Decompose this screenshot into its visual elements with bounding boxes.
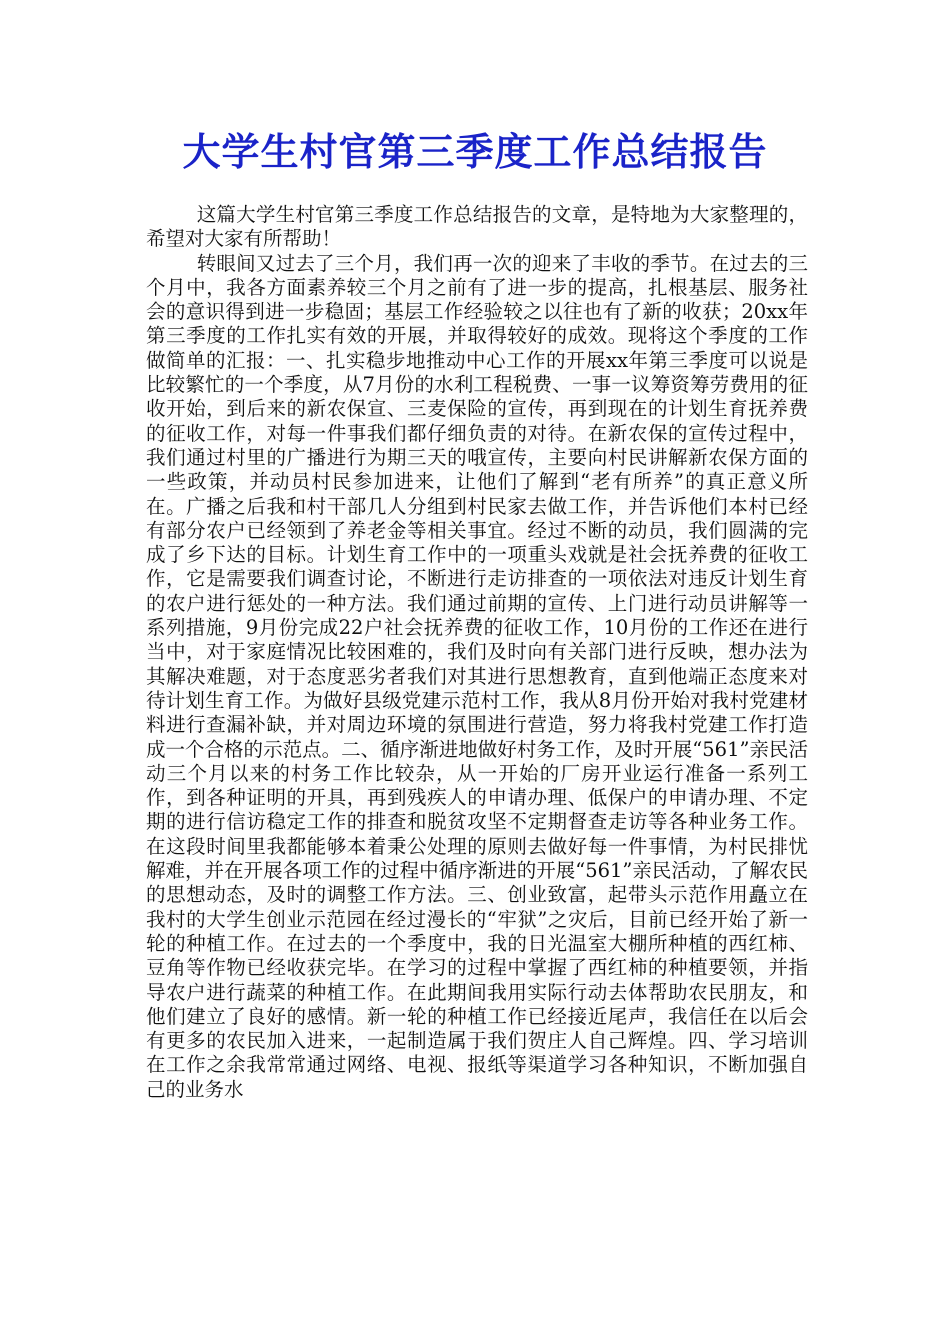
main-paragraph: 转眼间又过去了三个月，我们再一次的迎来了丰收的季节。在过去的三个月中，我各方面素养较三个月之前有了进一步的提高，扎根基层、服务社会的意识得到进一步稳固；基层工作经验较之以往也有了新的收获；20xx年第三季度的工作扎实有效的开展，并取得较好的成效。现将这个季度的工作做简单的汇报：一、扎实稳步地推动中心工作的开展xx年第三季度可以说是比较繁忙的一个季度，从7月份的水利工程税费、一事一议筹资筹劳费用的征收开始，到后来的新农保宣、三麦保险的宣传，再到现在的计划生育抚养费的征收工作，对每一件事我们都仔细负责的对待。在新农保的宣传过程中，我们通过村里的广播进行为期三天的哦宣传，主要向村民讲解新农保方面的一些政策，并动员村民参加进来，让他们了解到“老有所养”的真正意义所在。广播之后我和村干部几人分组到村民家去做工作，并告诉他们本村已经有部分农户已经领到了养老金等相关事宜。经过不断的动员，我们圆满的完成了乡下达的目标。计划生育工作中的一项重头戏就是社会抚养费的征收工作，它是需要我们调查讨论，不断进行走访排查的一项依法对违反计划生育的农户进行惩处的一种方法。我们通过前期的宣传、上门进行动员讲解等一系列措施，9月份完成22户社会抚养费的征收工作，10月份的工作还在进行当中，对于家庭情况比较困难的，我们及时向有关部门进行反映，想办法为其解决难题，对于态度恶劣者我们对其进行思想教育，直到他端正态度来对待计划生育工作。为做好县级党建示范村工作，我从8月份开始对我村党建材料进行查漏补缺，并对周边环境的氛围进行营造，努力将我村党建工作打造成一个合格的示范点。二、循序渐进地做好村务工作，及时开展“561”亲民活动三个月以来的村务工作比较杂，从一开始的厂房开业运行准备一系列工作，到各种证明的开具，再到残疾人的申请办理、低保户的申请办理、不定期的进行信访稳定工作的排查和脱贫攻坚不定期督查走访等各种业务工作。在这段时间里我都能够本着秉公处理的原则去做好每一件事情，为村民排忧解难，并在开展各项工作的过程中循序渐进的开展“561”亲民活动，了解农民的思想动态，及时的调整工作方法。三、创业致富，起带头示范作用矗立在我村的大学生创业示范园在经过漫长的“牢狱”之灾后，目前已经开始了新一轮的种植工作。在过去的一个季度中，我的日光温室大棚所种植的西红柿、豆角等作物已经收获完毕。在学习的过程中掌握了西红柿的种植要领，并指导农户进行蔬菜的种植工作。在此期间我用实际行动去体帮助农民朋友，和他们建立了良好的感情。新一轮的种植工作已经接近尾声，我信任在以后会有更多的农民加入进来，一起制造属于我们贺庄人自己辉煌。四、学习培训在工作之余我常常通过网络、电视、报纸等渠道学习各种知识，不断加强自己的业务水 [146, 251, 808, 1101]
intro-paragraph: 这篇大学生村官第三季度工作总结报告的文章，是特地为大家整理的，希望对大家有所帮助！ [146, 203, 808, 251]
document-body [146, 203, 808, 1102]
document-title: 大学生村官第三季度工作总结报告 [182, 129, 768, 174]
